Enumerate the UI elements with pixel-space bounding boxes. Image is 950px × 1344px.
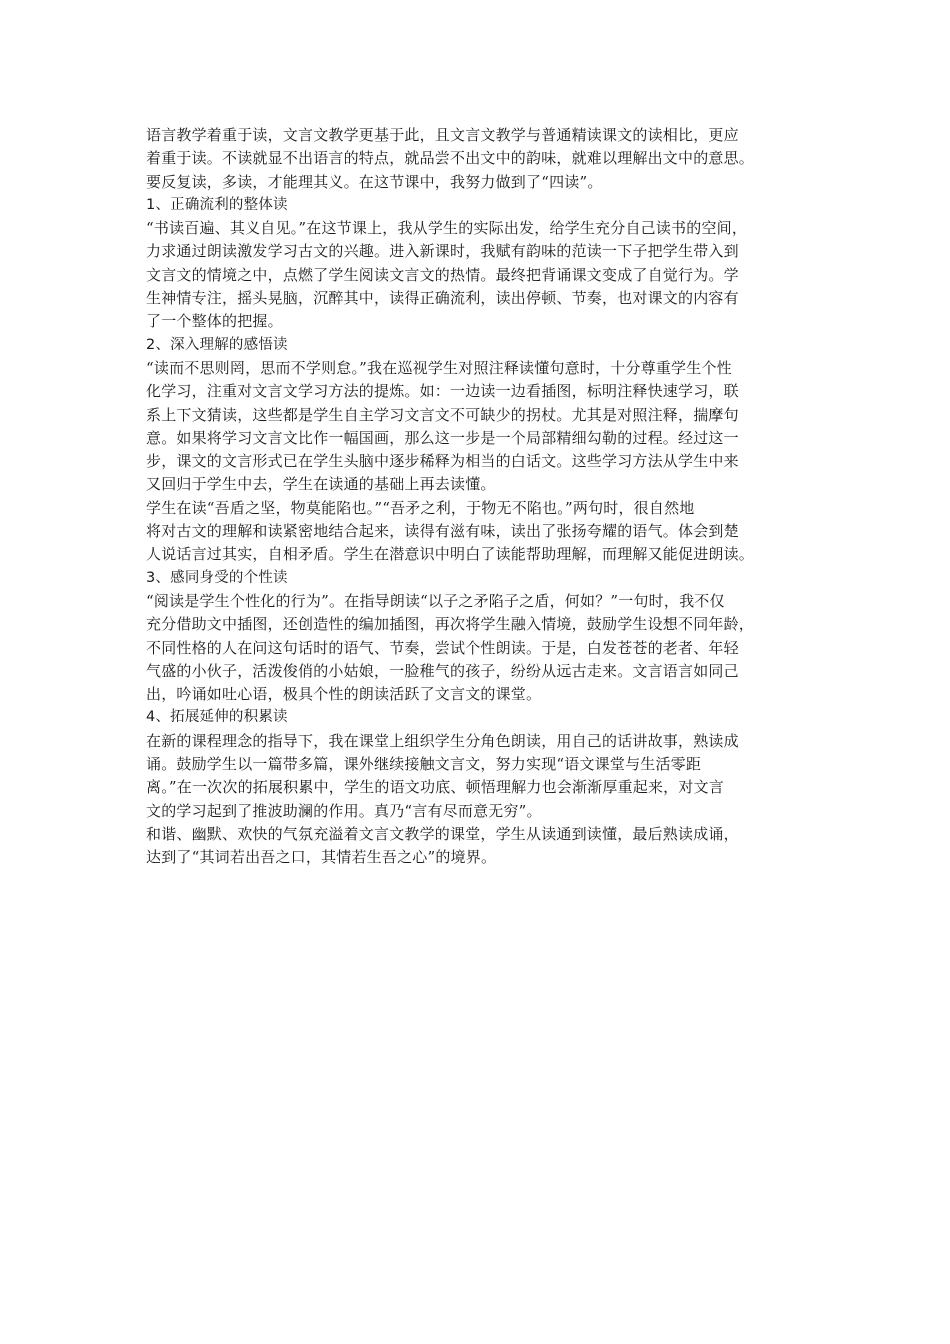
paragraph <box>146 217 810 333</box>
text-line: 力求通过朗读激发学习古文的兴趣。进入新课时，我赋有韵味的范读一下子把学生带入到 <box>146 242 739 261</box>
text-line: 离。”在一次次的拓展积累中，学生的语文功底、顿悟理解力也会渐渐厚重起来，对文言 <box>146 778 724 797</box>
text-line: 诵。鼓励学生以一篇带多篇，课外继续接触文言文，努力实现“语文课堂与生活零距 <box>146 755 702 774</box>
text-line: 和谐、幽默、欢快的气氛充溢着文言文教学的课堂，学生从读通到读懂，最后熟读成诵， <box>146 824 739 843</box>
text-line: 达到了“其词若出吾之口，其情若生吾之心”的境界。 <box>146 848 497 867</box>
text-line: 化学习，注重对文言文学习方法的提炼。如：一边读一边看插图，标明注释快速学习，联 <box>146 382 739 401</box>
text-line: 又回归于学生中去，学生在读通的基础上再去读懂。 <box>146 475 496 494</box>
paragraph <box>146 823 810 870</box>
text-line: 将对古文的理解和读紧密地结合起来，读得有滋有味，读出了张扬夸耀的语气。体会到楚 <box>146 522 739 541</box>
document-body <box>146 124 810 870</box>
text-line: 在新的课程理念的指导下，我在课堂上组织学生分角色朗读，用自己的话讲故事，熟读成 <box>146 731 739 750</box>
text-line: “读而不思则罔，思而不学则怠。”我在巡视学生对照注释读懂句意时，十分尊重学生个性 <box>146 358 732 377</box>
text-line: 了一个整体的把握。 <box>146 312 283 331</box>
text-line: 要反复读，多读，才能理其义。在这节课中，我努力做到了“四读”。 <box>146 172 603 191</box>
text-line: 着重于读。不读就显不出语言的特点，就品尝不出文中的韵味，就难以理解出文中的意思。 <box>146 149 755 168</box>
section-heading: 2、深入理解的感悟读 <box>146 336 288 353</box>
paragraph <box>146 124 810 194</box>
paragraph <box>146 730 810 823</box>
text-line: 文的学习起到了推波助澜的作用。真乃“言有尽而意无穷”。 <box>146 801 542 820</box>
text-line: 人说话言过其实，自相矛盾。学生在潜意识中明白了读能帮助理解，而理解又能促进朗读。 <box>146 545 755 564</box>
text-line: 充分借助文中插图，还创造性的编加插图，再次将学生融入情境，鼓励学生设想不同年龄， <box>146 615 755 634</box>
text-line: 学生在读“吾盾之坚，物莫能陷也。”“吾矛之利，于物无不陷也。”两句时，很自然地 <box>146 498 695 517</box>
paragraph <box>146 590 810 706</box>
text-line: 语言教学着重于读，文言文教学更基于此，且文言文教学与普通精读课文的读相比，更应 <box>146 126 739 144</box>
text-line: 生神情专注，摇头晃脑，沉醉其中，读得正确流利，读出停顿、节奏，也对课文的内容有 <box>146 289 739 308</box>
text-line: 意。如果将学习文言文比作一幅国画，那么这一步是一个局部精细勾勒的过程。经过这一 <box>146 428 739 447</box>
text-line: 步，课文的文言形式已在学生头脑中逐步稀释为相当的白话文。这些学习方法从学生中来 <box>146 452 739 471</box>
text-line: “书读百遍、其义自见。”在这节课上，我从学生的实际出发，给学生充分自己读书的空间， <box>146 219 748 238</box>
text-line: 气盛的小伙子，活泼俊俏的小姑娘，一脸稚气的孩子，纷纷从远古走来。文言语言如同己 <box>146 661 739 680</box>
section-heading: 1、正确流利的整体读 <box>146 196 288 213</box>
text-line: “阅读是学生个性化的行为”。在指导朗读“以子之矛陷子之盾，何如？”一句时，我不仅 <box>146 591 725 610</box>
section-heading: 4、拓展延伸的积累读 <box>146 709 288 726</box>
text-line: 系上下文猜读，这些都是学生自主学习文言文不可缺少的拐杖。尤其是对照注释，揣摩句 <box>146 405 739 424</box>
section-heading: 3、感同身受的个性读 <box>146 569 288 586</box>
paragraph <box>146 497 810 567</box>
text-line: 不同性格的人在问这句话时的语气、节奏，尝试个性朗读。于是，白发苍苍的老者、年轻 <box>146 638 739 657</box>
text-line: 出，吟诵如吐心语，极具个性的朗读活跃了文言文的课堂。 <box>146 685 542 704</box>
text-line: 文言文的情境之中，点燃了学生阅读文言文的热情。最终把背诵课文变成了自觉行为。学 <box>146 265 739 284</box>
paragraph <box>146 357 810 497</box>
